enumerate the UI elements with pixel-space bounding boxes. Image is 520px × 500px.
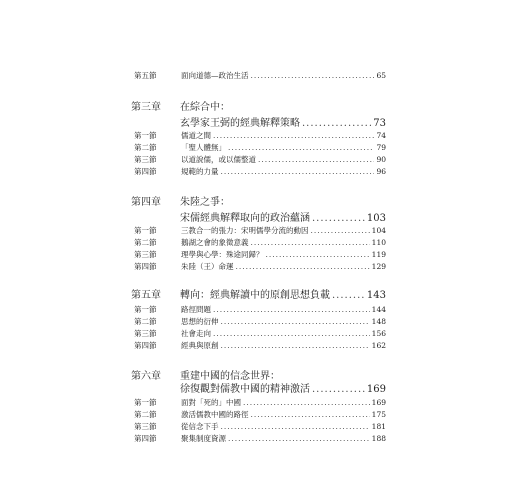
section-title: 朱陸（王）命運: [181, 262, 234, 271]
section-number: 第二節: [134, 143, 157, 152]
section-number: 第二節: [134, 238, 157, 247]
toc-section-entry: [134, 70, 386, 81]
chapter-title-line2: 玄學家王弼的經典解釋策略: [180, 118, 300, 129]
dot-leader: [221, 167, 375, 176]
toc-section-entry: [134, 130, 386, 141]
chapter-number: 第三章: [131, 102, 161, 113]
page-number: 90: [376, 155, 386, 164]
toc-section-entry: [134, 304, 386, 315]
chapter-number: 第五章: [131, 290, 161, 301]
section-number: 第四節: [134, 167, 157, 176]
section-title: 理學與心學：殊途同歸？: [181, 250, 264, 259]
section-title: 三教合一的張力：宋明儒學分流的動因: [181, 226, 309, 235]
page-number: 143: [366, 290, 386, 301]
page-number: 96: [376, 167, 386, 176]
toc-section-entry: [134, 340, 386, 351]
chapter-heading: [131, 193, 230, 208]
dot-leader: [332, 290, 365, 301]
section-number: 第四節: [134, 262, 157, 271]
dot-leader: [228, 143, 374, 152]
section-number: 第三節: [134, 250, 157, 259]
toc-section-entry: [134, 142, 386, 153]
dot-leader: [213, 329, 370, 338]
page-number: 65: [376, 71, 386, 80]
section-title: 經典與原創: [181, 341, 219, 350]
dot-leader: [251, 238, 370, 247]
section-number: 第三節: [134, 422, 157, 431]
chapter-title-line1: 在綜合中：: [180, 102, 230, 113]
page-number: 144: [371, 305, 386, 314]
page-number: 129: [371, 262, 386, 271]
toc-section-entry: [134, 328, 386, 339]
toc-section-entry: [134, 225, 386, 236]
section-number: 第四節: [134, 434, 157, 443]
toc-section-entry: [134, 261, 386, 272]
section-title: 激活儒教中國的路徑: [181, 410, 249, 419]
page-number: 104: [371, 226, 386, 235]
dot-leader: [251, 71, 375, 80]
section-title: 思想的衍伸: [181, 317, 219, 326]
chapter-title-entry: [180, 209, 386, 224]
chapter-heading: [131, 98, 230, 113]
section-title: 從信念下手: [181, 422, 219, 431]
dot-leader: [312, 213, 365, 224]
dot-leader: [221, 422, 370, 431]
section-title: 面向道德—政治生活: [181, 71, 249, 80]
toc-section-entry: [134, 154, 386, 165]
chapter-heading: [131, 286, 386, 301]
dot-leader: [311, 226, 370, 235]
page-number: 103: [366, 213, 386, 224]
dot-leader: [236, 262, 370, 271]
dot-leader: [213, 131, 374, 140]
toc-section-entry: [134, 316, 386, 327]
dot-leader: [228, 434, 370, 443]
dot-leader: [266, 250, 370, 259]
page-number: 74: [376, 131, 386, 140]
chapter-number: 第四章: [131, 197, 161, 208]
chapter-title-line1: 重建中國的信念世界：: [180, 371, 280, 382]
section-number: 第一節: [134, 226, 157, 235]
dot-leader: [221, 341, 370, 350]
section-title: 儒道之間: [181, 131, 211, 140]
page-number: 110: [371, 238, 386, 247]
section-title: 「聖人體無」: [181, 143, 226, 152]
section-number: 第三節: [134, 329, 157, 338]
dot-leader: [302, 118, 371, 129]
section-title: 面對「死的」中國: [181, 398, 241, 407]
page-number: 188: [371, 434, 386, 443]
section-number: 第一節: [134, 131, 157, 140]
page-number: 148: [371, 317, 386, 326]
page-number: 169: [371, 398, 386, 407]
dot-leader: [312, 384, 365, 395]
page-number: 175: [371, 410, 386, 419]
chapter-title-entry: [180, 114, 386, 129]
page-number: 73: [373, 118, 386, 129]
section-title: 鵝湖之會的象徵意義: [181, 238, 249, 247]
dot-leader: [243, 398, 370, 407]
chapter-title-line2: 徐復觀對儒教中國的精神激活: [180, 384, 310, 395]
page-number: 181: [371, 422, 386, 431]
chapter-number: 第六章: [131, 371, 161, 382]
section-number: 第一節: [134, 305, 157, 314]
dot-leader: [258, 155, 374, 164]
toc-section-entry: [134, 421, 386, 432]
page-number: 79: [376, 143, 386, 152]
toc-section-entry: [134, 249, 386, 260]
dot-leader: [221, 317, 370, 326]
chapter-title-entry: [180, 380, 386, 395]
section-title: 以道說儒，或以儒整道: [181, 155, 256, 164]
dot-leader: [213, 305, 370, 314]
page-number: 156: [371, 329, 386, 338]
section-title: 社會走向: [181, 329, 211, 338]
chapter-title-line1: 轉向：經典解讀中的原創思想負載: [180, 290, 330, 301]
dot-leader: [251, 410, 370, 419]
toc-section-entry: [134, 166, 386, 177]
section-number: 第二節: [134, 317, 157, 326]
page-number: 119: [371, 250, 386, 259]
toc-section-entry: [134, 409, 386, 420]
section-number: 第一節: [134, 398, 157, 407]
toc-section-entry: [134, 237, 386, 248]
page-number: 169: [366, 384, 386, 395]
toc-section-entry: [134, 433, 386, 444]
section-number: 第四節: [134, 341, 157, 350]
section-title: 聚集制度資源: [181, 434, 226, 443]
toc-section-entry: [134, 397, 386, 408]
chapter-title-line1: 朱陸之爭：: [180, 197, 230, 208]
section-title: 路徑問題: [181, 305, 211, 314]
section-title: 規範的力量: [181, 167, 219, 176]
chapter-title-line2: 宋儒經典解釋取向的政治蘊涵: [180, 213, 310, 224]
page-number: 162: [371, 341, 386, 350]
section-number: 第五節: [134, 71, 157, 80]
section-number: 第三節: [134, 155, 157, 164]
section-number: 第二節: [134, 410, 157, 419]
